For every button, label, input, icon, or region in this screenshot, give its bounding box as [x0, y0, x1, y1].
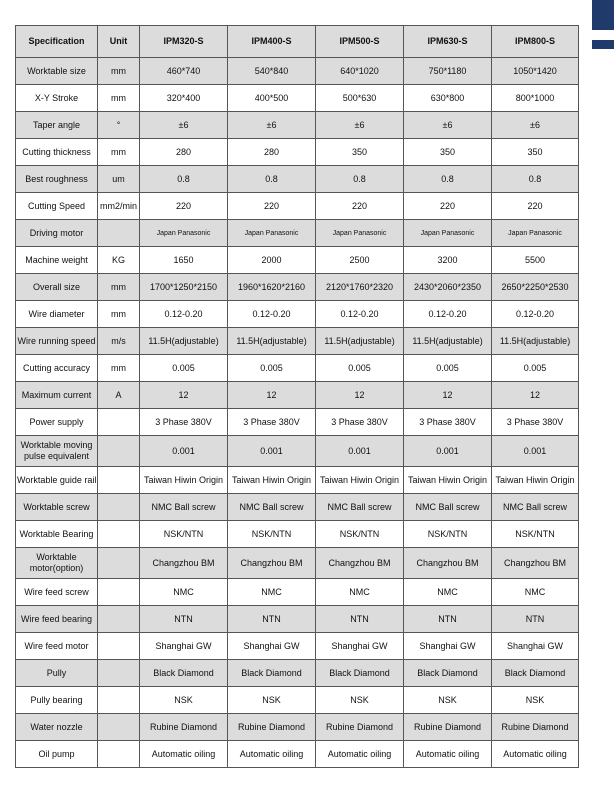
table-row [16, 85, 579, 112]
spec-value: Taiwan Hiwin Origin [140, 467, 228, 494]
spec-value: Black Diamond [228, 660, 316, 687]
spec-unit: mm [98, 139, 140, 166]
spec-value: NTN [492, 606, 579, 633]
spec-unit [98, 741, 140, 768]
specification-table [15, 25, 579, 768]
table-row [16, 382, 579, 409]
header-model: IPM320-S [140, 26, 228, 58]
spec-name: Overall size [16, 274, 98, 301]
spec-value: 2500 [316, 247, 404, 274]
spec-value: Automatic oiling [404, 741, 492, 768]
spec-name: Worktable screw [16, 494, 98, 521]
table-row [16, 355, 579, 382]
spec-value: 2650*2250*2530 [492, 274, 579, 301]
spec-name: Wire feed motor [16, 633, 98, 660]
spec-unit [98, 467, 140, 494]
spec-value: Automatic oiling [492, 741, 579, 768]
header-model: IPM500-S [316, 26, 404, 58]
spec-name: Driving motor [16, 220, 98, 247]
spec-value: NSK/NTN [228, 521, 316, 548]
spec-name: Machine weight [16, 247, 98, 274]
spec-value: 11.5H(adjustable) [404, 328, 492, 355]
spec-value: 0.001 [140, 436, 228, 467]
spec-name: Pully bearing [16, 687, 98, 714]
spec-value: Shanghai GW [316, 633, 404, 660]
spec-value: Black Diamond [404, 660, 492, 687]
spec-unit: A [98, 382, 140, 409]
spec-value: NMC [492, 579, 579, 606]
spec-value: NSK [140, 687, 228, 714]
spec-value: 2430*2060*2350 [404, 274, 492, 301]
spec-name: X-Y Stroke [16, 85, 98, 112]
spec-value: 11.5H(adjustable) [228, 328, 316, 355]
spec-value: 1960*1620*2160 [228, 274, 316, 301]
table-row [16, 328, 579, 355]
table-row [16, 606, 579, 633]
spec-value: 0.005 [316, 355, 404, 382]
spec-value: 12 [492, 382, 579, 409]
spec-value: NMC Ball screw [228, 494, 316, 521]
table-row [16, 467, 579, 494]
table-row [16, 193, 579, 220]
header-model: IPM630-S [404, 26, 492, 58]
corner-accent-bar [592, 40, 614, 49]
header-model: IPM400-S [228, 26, 316, 58]
table-row [16, 274, 579, 301]
spec-value: Rubine Diamond [140, 714, 228, 741]
spec-unit: mm [98, 355, 140, 382]
spec-value: NTN [316, 606, 404, 633]
spec-value: ±6 [492, 112, 579, 139]
spec-value: NSK [316, 687, 404, 714]
table-header-row [16, 26, 579, 58]
corner-accent-tab [592, 0, 614, 30]
spec-value: Japan Panasonic [404, 220, 492, 247]
spec-value: 3 Phase 380V [316, 409, 404, 436]
spec-value: 220 [404, 193, 492, 220]
spec-value: 0.001 [404, 436, 492, 467]
spec-name: Taper angle [16, 112, 98, 139]
spec-value: 280 [140, 139, 228, 166]
spec-value: 800*1000 [492, 85, 579, 112]
table-row [16, 166, 579, 193]
spec-name: Cutting accuracy [16, 355, 98, 382]
spec-value: 2120*1760*2320 [316, 274, 404, 301]
spec-value: 3 Phase 380V [492, 409, 579, 436]
spec-value: 630*800 [404, 85, 492, 112]
spec-value: 0.005 [228, 355, 316, 382]
spec-value: Black Diamond [316, 660, 404, 687]
spec-value: NSK/NTN [140, 521, 228, 548]
spec-unit [98, 521, 140, 548]
spec-value: Rubine Diamond [316, 714, 404, 741]
spec-value: NMC Ball screw [492, 494, 579, 521]
spec-value: 12 [140, 382, 228, 409]
spec-name: Pully [16, 660, 98, 687]
spec-unit [98, 633, 140, 660]
spec-value: 12 [316, 382, 404, 409]
spec-value: 1650 [140, 247, 228, 274]
header-specification: Specification [16, 26, 98, 58]
spec-value: 400*500 [228, 85, 316, 112]
table-row [16, 741, 579, 768]
spec-unit [98, 548, 140, 579]
table-row [16, 139, 579, 166]
spec-value: 220 [316, 193, 404, 220]
spec-value: Automatic oiling [228, 741, 316, 768]
spec-value: 0.12-0.20 [316, 301, 404, 328]
table-row [16, 301, 579, 328]
spec-value: 350 [492, 139, 579, 166]
spec-value: NTN [228, 606, 316, 633]
spec-name: Cutting thickness [16, 139, 98, 166]
table-row [16, 58, 579, 85]
spec-unit: um [98, 166, 140, 193]
spec-value: NTN [140, 606, 228, 633]
spec-value: 0.12-0.20 [140, 301, 228, 328]
spec-value: Shanghai GW [492, 633, 579, 660]
spec-value: NSK/NTN [404, 521, 492, 548]
spec-name: Water nozzle [16, 714, 98, 741]
spec-unit: m/s [98, 328, 140, 355]
spec-value: 640*1020 [316, 58, 404, 85]
spec-value: 11.5H(adjustable) [492, 328, 579, 355]
spec-value: 0.001 [492, 436, 579, 467]
spec-value: 280 [228, 139, 316, 166]
spec-unit: mm [98, 58, 140, 85]
spec-unit [98, 220, 140, 247]
spec-value: NMC [140, 579, 228, 606]
spec-unit [98, 409, 140, 436]
spec-value: 0.005 [140, 355, 228, 382]
spec-value: Automatic oiling [316, 741, 404, 768]
spec-unit [98, 579, 140, 606]
spec-name: Cutting Speed [16, 193, 98, 220]
table-row [16, 494, 579, 521]
spec-value: 500*630 [316, 85, 404, 112]
spec-value: 3 Phase 380V [228, 409, 316, 436]
spec-name: Oil pump [16, 741, 98, 768]
spec-name: Wire running speed [16, 328, 98, 355]
header-unit: Unit [98, 26, 140, 58]
spec-unit [98, 714, 140, 741]
table-row [16, 633, 579, 660]
table-row [16, 247, 579, 274]
spec-value: Taiwan Hiwin Origin [316, 467, 404, 494]
spec-value: 460*740 [140, 58, 228, 85]
spec-value: ±6 [140, 112, 228, 139]
spec-unit: mm [98, 301, 140, 328]
spec-value: NMC Ball screw [140, 494, 228, 521]
spec-value: 11.5H(adjustable) [316, 328, 404, 355]
spec-value: NSK [404, 687, 492, 714]
spec-name: Worktable Bearing [16, 521, 98, 548]
table-row [16, 112, 579, 139]
spec-value: 0.005 [404, 355, 492, 382]
spec-value: 0.005 [492, 355, 579, 382]
spec-value: 350 [316, 139, 404, 166]
spec-value: 11.5H(adjustable) [140, 328, 228, 355]
spec-value: Black Diamond [492, 660, 579, 687]
spec-name: Worktable moving pulse equivalent [16, 436, 98, 467]
spec-value: Changzhou BM [316, 548, 404, 579]
spec-value: ±6 [228, 112, 316, 139]
spec-value: 0.12-0.20 [404, 301, 492, 328]
spec-value: NSK/NTN [316, 521, 404, 548]
spec-value: 0.8 [316, 166, 404, 193]
spec-value: Taiwan Hiwin Origin [228, 467, 316, 494]
spec-value: 540*840 [228, 58, 316, 85]
spec-value: 12 [404, 382, 492, 409]
spec-value: NMC [228, 579, 316, 606]
table-row [16, 687, 579, 714]
spec-unit: ° [98, 112, 140, 139]
spec-value: 3 Phase 380V [404, 409, 492, 436]
spec-unit: mm2/min [98, 193, 140, 220]
spec-value: Rubine Diamond [228, 714, 316, 741]
spec-value: Black Diamond [140, 660, 228, 687]
spec-value: 2000 [228, 247, 316, 274]
spec-name: Best roughness [16, 166, 98, 193]
spec-value: Shanghai GW [404, 633, 492, 660]
spec-value: 0.8 [404, 166, 492, 193]
spec-unit: KG [98, 247, 140, 274]
spec-value: Japan Panasonic [316, 220, 404, 247]
spec-name: Worktable size [16, 58, 98, 85]
spec-name: Worktable guide rail [16, 467, 98, 494]
spec-value: 750*1180 [404, 58, 492, 85]
header-model: IPM800-S [492, 26, 579, 58]
spec-name: Wire diameter [16, 301, 98, 328]
spec-value: 12 [228, 382, 316, 409]
spec-name: Power supply [16, 409, 98, 436]
spec-value: 3200 [404, 247, 492, 274]
spec-value: NSK/NTN [492, 521, 579, 548]
spec-value: 5500 [492, 247, 579, 274]
spec-value: 220 [228, 193, 316, 220]
spec-value: Japan Panasonic [228, 220, 316, 247]
spec-value: ±6 [316, 112, 404, 139]
spec-unit: mm [98, 85, 140, 112]
spec-value: NMC Ball screw [404, 494, 492, 521]
spec-value: 3 Phase 380V [140, 409, 228, 436]
spec-value: 0.8 [228, 166, 316, 193]
spec-name: Wire feed bearing [16, 606, 98, 633]
spec-unit: mm [98, 274, 140, 301]
spec-unit [98, 436, 140, 467]
spec-value: NTN [404, 606, 492, 633]
spec-value: Changzhou BM [492, 548, 579, 579]
spec-value: Rubine Diamond [492, 714, 579, 741]
table-row [16, 660, 579, 687]
spec-name: Maximum current [16, 382, 98, 409]
spec-unit [98, 660, 140, 687]
spec-name: Wire feed screw [16, 579, 98, 606]
spec-value: 0.001 [228, 436, 316, 467]
spec-value: Changzhou BM [404, 548, 492, 579]
spec-value: 1050*1420 [492, 58, 579, 85]
spec-value: NSK [228, 687, 316, 714]
spec-value: 220 [492, 193, 579, 220]
table-row [16, 548, 579, 579]
spec-value: 350 [404, 139, 492, 166]
spec-value: Changzhou BM [228, 548, 316, 579]
spec-value: ±6 [404, 112, 492, 139]
table-row [16, 714, 579, 741]
spec-value: 0.8 [492, 166, 579, 193]
spec-unit [98, 687, 140, 714]
spec-value: Japan Panasonic [492, 220, 579, 247]
spec-value: 220 [140, 193, 228, 220]
spec-value: Taiwan Hiwin Origin [492, 467, 579, 494]
table-row [16, 409, 579, 436]
spec-value: 320*400 [140, 85, 228, 112]
spec-value: Shanghai GW [140, 633, 228, 660]
spec-value: 0.12-0.20 [228, 301, 316, 328]
spec-value: 0.12-0.20 [492, 301, 579, 328]
spec-value: NMC [404, 579, 492, 606]
spec-value: Shanghai GW [228, 633, 316, 660]
spec-value: Automatic oiling [140, 741, 228, 768]
spec-value: Rubine Diamond [404, 714, 492, 741]
spec-unit [98, 494, 140, 521]
spec-value: Changzhou BM [140, 548, 228, 579]
spec-value: NMC Ball screw [316, 494, 404, 521]
spec-value: 0.8 [140, 166, 228, 193]
spec-value: Taiwan Hiwin Origin [404, 467, 492, 494]
spec-value: NMC [316, 579, 404, 606]
table-row [16, 436, 579, 467]
spec-name: Worktable motor(option) [16, 548, 98, 579]
spec-unit [98, 606, 140, 633]
spec-value: Japan Panasonic [140, 220, 228, 247]
spec-value: 0.001 [316, 436, 404, 467]
table-row [16, 521, 579, 548]
table-row [16, 220, 579, 247]
spec-value: 1700*1250*2150 [140, 274, 228, 301]
table-row [16, 579, 579, 606]
spec-value: NSK [492, 687, 579, 714]
